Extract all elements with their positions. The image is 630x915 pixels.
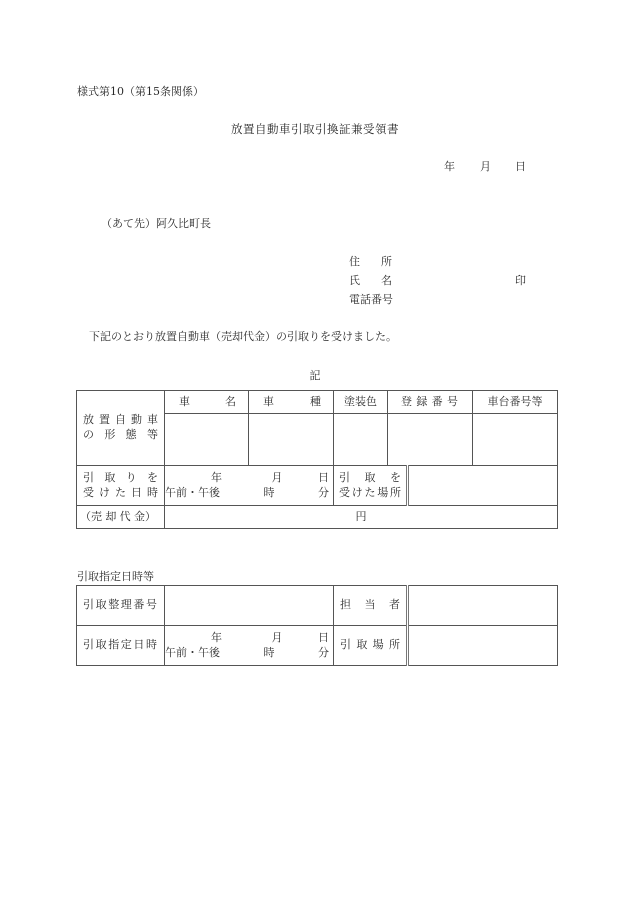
col-header-car-name: 車 名 bbox=[165, 391, 249, 414]
staff-field[interactable] bbox=[408, 586, 558, 626]
date-day-label: 日 bbox=[515, 160, 526, 173]
name-label: 氏 名 bbox=[349, 274, 392, 287]
sale-price-label: （売 却 代 金） bbox=[77, 506, 165, 529]
phone-label: 電話番号 bbox=[349, 293, 393, 306]
car-type-field[interactable] bbox=[249, 414, 334, 466]
address-label: 住 所 bbox=[349, 255, 392, 268]
staff-label: 担 当 者 bbox=[334, 586, 408, 626]
section-title: 引取指定日時等 bbox=[77, 570, 154, 583]
addressee: （あて先）阿久比町長 bbox=[101, 217, 211, 230]
col-header-chassis-number: 車台番号等 bbox=[473, 391, 558, 414]
registration-number-field[interactable] bbox=[388, 414, 473, 466]
pickup-datetime-label: 引 取 指 定 日 時 bbox=[77, 626, 165, 666]
seal-mark: 印 bbox=[515, 274, 526, 287]
received-datetime-label: 引 取 り を 受 け た 日 時 bbox=[77, 466, 165, 506]
date-year-label: 年 bbox=[444, 160, 455, 173]
chassis-number-field[interactable] bbox=[473, 414, 558, 466]
col-header-paint-color: 塗装色 bbox=[334, 391, 388, 414]
pickup-datetime-field[interactable]: 年 月 日 午前・午後 時 分 bbox=[165, 626, 334, 666]
pickup-place-label: 引 取 場 所 bbox=[334, 626, 408, 666]
pickup-number-field[interactable] bbox=[165, 586, 334, 626]
received-place-field[interactable] bbox=[408, 466, 558, 506]
paint-color-field[interactable] bbox=[334, 414, 388, 466]
received-datetime-field[interactable]: 年 月 日 午前・午後 時 分 bbox=[165, 466, 334, 506]
vehicle-form-label: 放 置 自 動 車 の 形 態 等 bbox=[77, 391, 165, 466]
pickup-number-label: 引 取 整 理 番 号 bbox=[77, 586, 165, 626]
body-text: 下記のとおり放置自動車（売却代金）の引取りを受けました。 bbox=[89, 330, 397, 343]
col-header-registration-number: 登 録 番 号 bbox=[388, 391, 473, 414]
form-number: 様式第10（第15条関係） bbox=[77, 85, 204, 98]
yen-unit: 円 bbox=[355, 509, 367, 523]
document-title: 放置自動車引取引換証兼受領書 bbox=[231, 122, 399, 136]
pickup-place-field[interactable] bbox=[408, 626, 558, 666]
pickup-table bbox=[76, 585, 558, 666]
sale-price-field[interactable] bbox=[165, 506, 558, 529]
col-header-car-type: 車 種 bbox=[249, 391, 334, 414]
vehicle-table bbox=[76, 390, 558, 529]
ki-heading: 記 bbox=[309, 369, 321, 382]
date-month-label: 月 bbox=[480, 160, 491, 173]
received-place-label: 引 取 を 受 け た 場 所 bbox=[334, 466, 408, 506]
car-name-field[interactable] bbox=[165, 414, 249, 466]
